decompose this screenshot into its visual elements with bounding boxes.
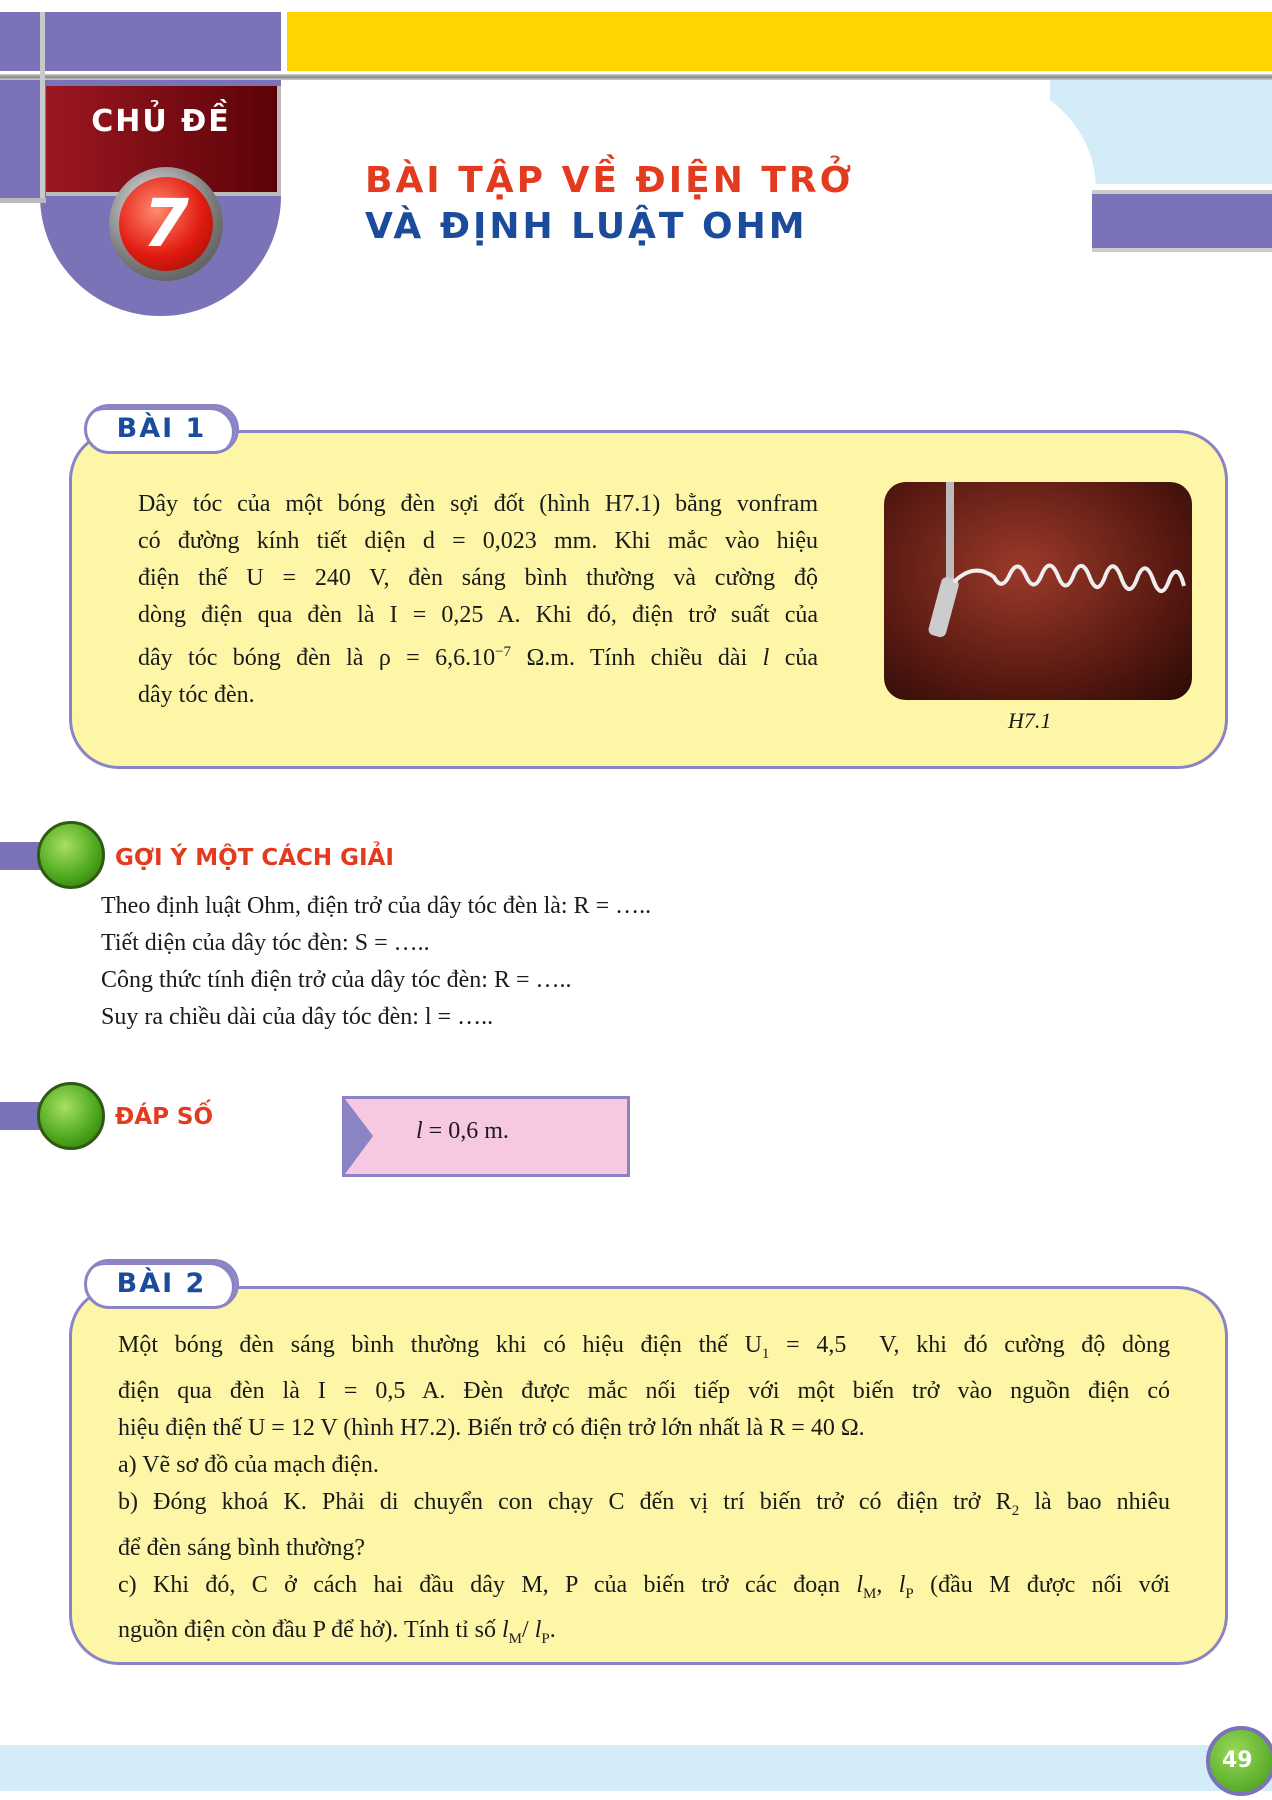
answer-arrow-icon	[345, 1099, 373, 1174]
answer-number: = 0,6 m.	[422, 1118, 509, 1144]
text-segment: l	[856, 1571, 864, 1598]
text-segment: dây tóc bóng đèn là ρ = 6,6.10	[138, 645, 496, 671]
text-segment: M	[508, 1631, 523, 1648]
page-title-line1: BÀI TẬP VỀ ĐIỆN TRỞ	[365, 160, 855, 201]
header-yellow-bar	[287, 12, 1272, 71]
exercise-2-label: BÀI 2	[84, 1259, 239, 1309]
text-segment: l	[898, 1571, 906, 1598]
text-line	[138, 634, 818, 677]
text-segment: l	[762, 645, 770, 671]
text-segment: .	[549, 1617, 556, 1644]
text-segment: dây tóc đèn.	[138, 682, 255, 708]
text-segment: b) Đóng khoá K. Phải di chuyển con chạy C đến vị trí biến trở có điện trở R	[118, 1488, 1012, 1515]
text-segment: −7	[495, 644, 512, 660]
text-line	[138, 677, 818, 714]
exercise-1-label: BÀI 1	[84, 404, 239, 454]
text-segment: 2	[1011, 1502, 1020, 1519]
text-line	[118, 1484, 1170, 1530]
header-vertical-line	[40, 12, 45, 202]
page-number: 49	[1206, 1726, 1272, 1796]
hint-line: Theo định luật Ohm, điện trở của dây tóc đèn là: R = …..	[101, 893, 652, 919]
text-segment: của	[769, 645, 818, 671]
text-segment: điện thế U = 240 V, đèn sáng bình thường và cường độ	[138, 565, 818, 591]
page-title-line2: VÀ ĐỊNH LUẬT OHM	[365, 206, 808, 247]
text-line	[118, 1567, 1170, 1613]
hint-bullet-icon	[37, 821, 105, 889]
text-segment: dòng điện qua đèn là I = 0,25 A. Khi đó, điện trở suất của	[138, 602, 818, 628]
exercise-1-text	[138, 486, 818, 714]
hint-line: Tiết diện của dây tóc đèn: S = …..	[101, 930, 430, 956]
text-segment: để đèn sáng bình thường?	[118, 1534, 365, 1561]
text-segment: a) Vẽ sơ đồ của mạch điện.	[118, 1451, 379, 1478]
text-segment: ,	[876, 1571, 899, 1598]
chapter-number: 7	[119, 177, 213, 271]
text-segment: c) Khi đó, C ở cách hai đầu dây M, P của biến trở các đoạn	[118, 1571, 857, 1598]
text-line	[118, 1612, 1170, 1658]
text-segment: Một bóng đèn sáng bình thường khi có hiệu điện thế U	[118, 1332, 762, 1358]
header-divider-small	[0, 198, 46, 203]
text-segment: hiệu điện thế U = 12 V (hình H7.2). Biến trở có điện trở lớn nhất là R = 40 Ω.	[118, 1414, 865, 1441]
hint-line: Suy ra chiều dài của dây tóc đèn: l = …..	[101, 1004, 494, 1030]
text-segment: l	[502, 1617, 509, 1644]
text-line	[138, 523, 818, 560]
text-segment: P	[541, 1631, 550, 1648]
text-line	[138, 486, 818, 523]
text-segment: (đầu M được nối với	[913, 1571, 1171, 1598]
figure-caption: H7.1	[1008, 708, 1052, 733]
text-segment: Ω.m. Tính chiều dài	[511, 645, 763, 671]
answer-heading: ĐÁP SỐ	[115, 1104, 214, 1130]
text-line	[138, 560, 818, 597]
text-segment: M	[863, 1585, 877, 1602]
hint-line: Công thức tính điện trở của dây tóc đèn: R = …..	[101, 967, 572, 993]
text-segment: là bao nhiêu	[1019, 1488, 1170, 1515]
answer-bullet-icon	[37, 1082, 105, 1150]
text-line	[118, 1327, 1170, 1373]
text-segment: /	[522, 1617, 535, 1644]
text-line	[118, 1447, 1170, 1484]
text-line	[118, 1410, 1170, 1447]
text-line	[138, 597, 818, 634]
filament-photo	[884, 482, 1192, 700]
text-segment: l	[534, 1617, 542, 1644]
text-segment: có đường kính tiết diện d = 0,023 mm. Khi mắc vào hiệu	[138, 528, 818, 554]
footer-band	[0, 1745, 1272, 1791]
answer-value	[416, 1118, 509, 1145]
text-line	[118, 1530, 1170, 1567]
hint-heading: GỢI Ý MỘT CÁCH GIẢI	[115, 845, 394, 871]
text-segment: nguồn điện còn đầu P để hở). Tính tỉ số	[118, 1617, 502, 1644]
text-segment: điện qua đèn là I = 0,5 A. Đèn được mắc nối tiếp với một biến trở vào nguồn điện có	[118, 1377, 1170, 1404]
answer-variable: l	[416, 1118, 423, 1144]
header-purple-right	[1092, 190, 1272, 252]
exercise-2-text	[118, 1327, 1170, 1658]
hint-lines	[101, 888, 651, 1036]
text-segment: Dây tóc của một bóng đèn sợi đốt (hình H7.1) bằng vonfram	[138, 491, 818, 517]
text-line	[118, 1373, 1170, 1410]
header-purple-left	[0, 80, 40, 198]
text-segment: = 4,5 V, khi đó cường độ dòng	[769, 1332, 1170, 1358]
text-segment: P	[905, 1585, 914, 1602]
chapter-label: CHỦ ĐỀ	[91, 104, 231, 139]
text-segment: 1	[761, 1345, 770, 1362]
